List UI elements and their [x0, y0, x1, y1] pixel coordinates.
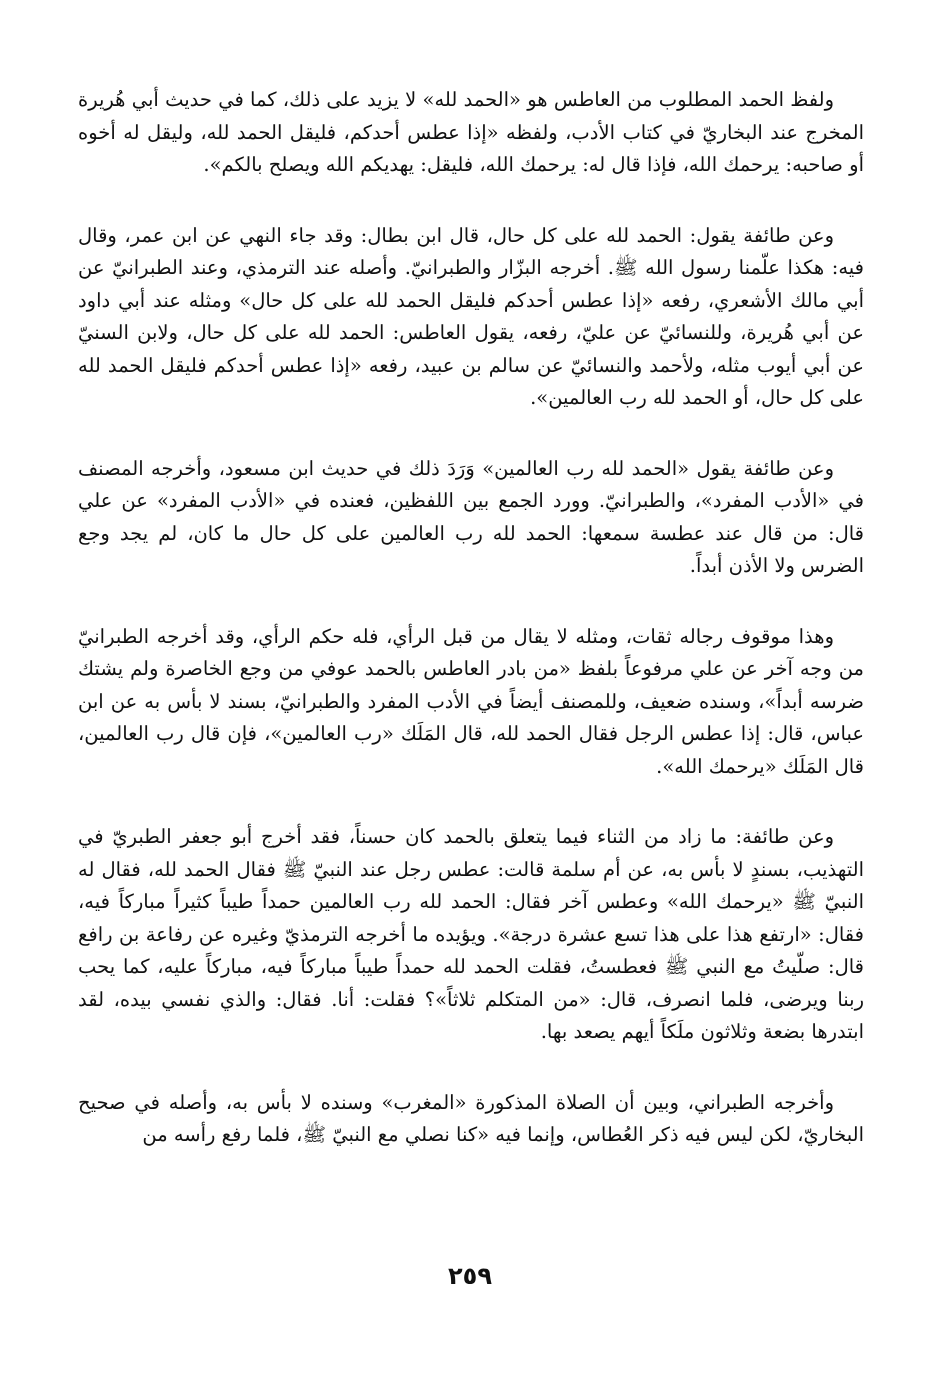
paragraph-1: ولفظ الحمد المطلوب من العاطس هو «الحمد لله» لا يزيد على ذلك، كما في حديث أبي هُريرة المخرج عند البخاريّ في كتاب الأدب، ولفظه «إذا عطس أحدكم، فليقل الحمد لله، وليقل له أخوه أو صاحبه: يرحمك الله، فإذا قال له: يرحمك الله، فليقل: يهديكم الله ويصلح بالكم». [78, 88, 864, 176]
paragraph-2: وعن طائفة يقول: الحمد لله على كل حال، قال ابن بطال: وقد جاء النهي عن ابن عمر، وقال فيه: هكذا علّمنا رسول الله ﷺ. أخرجه البزّار والطبرانيّ. وأصله عند الترمذي، وعند الطبرانيّ عن أبي مالك الأشعري، رفعه «إذا عطس أحدكم فليقل الحمد لله على كل حال» ومثله عند أبي داود عن أبي هُريرة، وللنسائيّ عن عليّ، رفعه، يقول العاطس: الحمد لله على كل حال، ولابن السنيّ عن أبي أيوب مثله، ولأحمد والنسائيّ عن سالم بن عبيد، رفعه «إذا عطس أحدكم فليقل الحمد لله على كل حال، أو الحمد لله رب العالمين». [78, 223, 864, 409]
paragraph-4: وهذا موقوف رجاله ثقات، ومثله لا يقال من قبل الرأي، فله حكم الرأي، وقد أخرجه الطبرانيّ من وجه آخر عن علي مرفوعاً بلفظ «من بادر العاطس بالحمد عوفي من وجع الخاصرة ولم يشتك ضرسه أبداً»، وسنده ضعيف، وللمصنف أيضاً في الأدب المفرد والطبرانيّ، بسند لا بأس به عن ابن عباس، قال: إذا عطس الرجل فقال الحمد لله، قال المَلَك «رب العالمين»، فإن قال رب العالمين، قال المَلَك «يرحمك الله». [78, 624, 864, 778]
paragraph-5: وعن طائفة: ما زاد من الثناء فيما يتعلق بالحمد كان حسناً، فقد أخرج أبو جعفر الطبريّ في التهذيب، بسندٍ لا بأس به، عن أم سلمة قالت: عطس رجل عند النبيّ ﷺ فقال الحمد لله، فقال له النبيّ ﷺ «يرحمك الله» وعطس آخر فقال: الحمد لله رب العالمين حمداً طيباً كثيراً مباركاً فيه، فقال: «ارتفع هذا على هذا تسع عشرة درجة». ويؤيده ما أخرجه الترمذيّ وغيره عن رفاعة بن رافع قال: صلّيتُ مع النبي ﷺ فعطستُ، فقلت الحمد لله حمداً طيباً مباركاً فيه، مباركاً عليه، كما يحب ربنا ويرضى، فلما انصرف، قال: «من المتكلم ثلاثاً»؟ فقلت: أنا. فقال: والذي نفسي بيده، لقد ابتدرها بضعة وثلاثون ملَكاً أيهم يصعد بها. [78, 825, 864, 1043]
body-text [78, 84, 864, 1152]
paragraph-3: وعن طائفة يقول «الحمد لله رب العالمين» وَرَدَ ذلك في حديث ابن مسعود، وأخرجه المصنف في «الأدب المفرد»، والطبرانيّ. وورد الجمع بين اللفظين، فعنده في «الأدب المفرد» عن علي قال: من قال عند عطسة سمعها: الحمد لله رب العالمين على كل حال ما كان، لم يجد وجع الضرس ولا الأذن أبداً. [78, 456, 864, 577]
paragraph-6: وأخرجه الطبراني، وبين أن الصلاة المذكورة «المغرب» وسنده لا بأس به، وأصله في صحيح البخاريّ، لكن ليس فيه ذكر العُطاس، وإنما فيه «كنا نصلي مع النبيّ ﷺ، فلما رفع رأسه من [78, 1090, 864, 1146]
page-number: ٢٥٩ [448, 1262, 492, 1290]
